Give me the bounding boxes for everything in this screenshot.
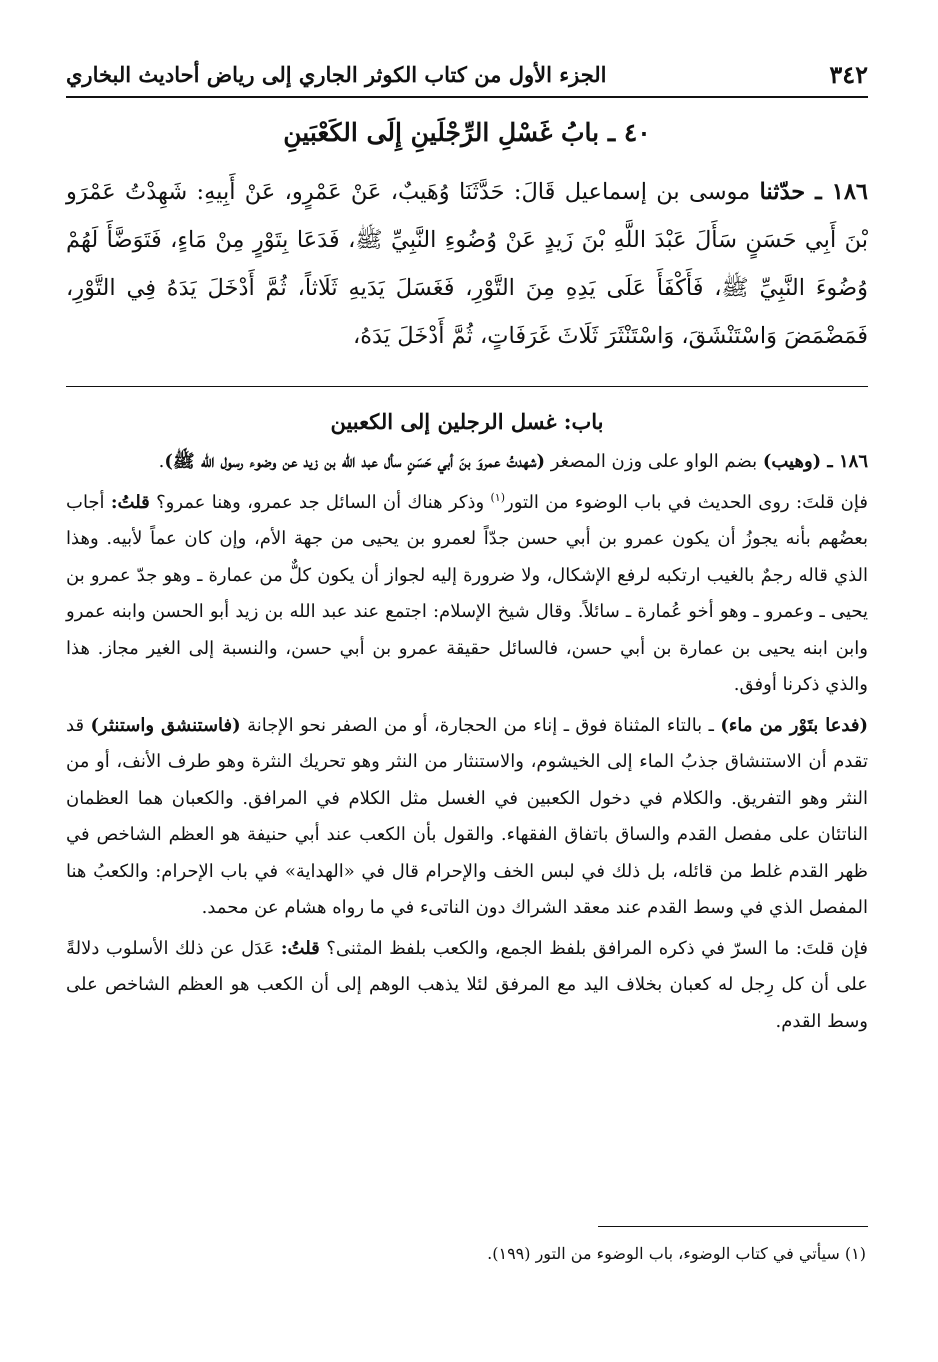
p4-part1: فإن قلتَ: ما السرّ في ذكره المرافق بلفظ الجمع، والكعب بلفظ المثنى؟ bbox=[326, 937, 869, 959]
running-title: الجزء الأول من كتاب الكوثر الجاري إلى رياض أحاديث البخاري bbox=[66, 61, 607, 87]
p2-answer-label: قلتُ: bbox=[110, 491, 150, 513]
p2-part2: وذكر هناك أن السائل جد عمرو، وهنا عمرو؟ bbox=[156, 491, 485, 513]
commentary-paragraph-4 bbox=[66, 931, 868, 1041]
commentary-paragraph-2 bbox=[66, 485, 868, 704]
footnote-mark: (١) bbox=[844, 1244, 866, 1263]
hadith-text bbox=[66, 168, 868, 360]
p2-part3: أجاب بعضُهم بأنه يجوزُ أن يكون عمرو بن أبي حسن جدّاً لعمرو بن يحيى من جهة الأم، وإن كان عماً لأبيه. وهذا الذي قاله رجمٌ بالغيب ارتكبه لرفع الإشكال، ولا ضرورة إليه لجواز أن يكون كلٌّ من عمارة ـ وهو جدّ عمرو بن يحيى ـ وعمرو ـ وهو أخو عُمارة ـ سائلاً. وقال شيخ الإسلام: اجتمع عند عبد الله بن زيد أبو الحسن وابنه عمرو وابن ابنه يحيى بن عمارة بن أبي حسن، فالسائل حقيقة عمرو بن أبي حسن، والنسبة إلى الغير مجاز. هذا والذي ذكرنا أوفق. bbox=[66, 491, 869, 695]
footnote-rule bbox=[598, 1226, 868, 1227]
p4-part2: عَدَل عن ذلك الأسلوب دلالةً على أن كل رِجل له كعبان بخلاف اليد مع المرفق لئلا يذهب الوهم إلى أن الكعب هو العظم الشاخص على وسط القدم. bbox=[66, 937, 868, 1032]
commentary-section bbox=[66, 402, 868, 1044]
footnote-text: سيأتي في كتاب الوضوء، باب الوضوء من التور (١٩٩). bbox=[487, 1244, 840, 1263]
p1-lead: ١٨٦ ـ (وهيب) bbox=[762, 451, 868, 472]
p3-lead-2: (فاستنشق واستنثر) bbox=[90, 714, 241, 736]
p1-end: . bbox=[158, 451, 165, 472]
chapter-heading: ٤٠ ـ بابُ غَسْلِ الرِّجْلَينِ إِلَى الكَعْبَينِ bbox=[283, 118, 651, 147]
page-number: ٣٤٢ bbox=[829, 59, 868, 89]
hadith-number: ١٨٦ ـ حدّثنا bbox=[759, 179, 868, 205]
commentary-heading: باب: غسل الرجلين إلى الكعبين bbox=[330, 409, 604, 434]
p3-part1: ـ بالتاء المثناة فوق ـ إناء من الحجارة، أو من الصفر نحو الإجانة bbox=[247, 714, 714, 736]
p3-lead-1: (فدعا بتَوْر من ماء) bbox=[720, 714, 868, 736]
running-header bbox=[66, 52, 868, 98]
footnote-marker[interactable]: (١) bbox=[490, 490, 506, 504]
p1-mid: بضم الواو على وزن المصغر bbox=[550, 451, 758, 472]
commentary-paragraph-3 bbox=[66, 708, 868, 927]
p2-part1: فإن قلتَ: روى الحديث في باب الوضوء من التور bbox=[505, 491, 868, 513]
hadith-block bbox=[66, 108, 868, 360]
commentary-paragraph-1 bbox=[66, 444, 868, 481]
p4-answer-label: قلتُ: bbox=[280, 937, 320, 959]
p1-quote: (شهدتُ عمروَ بنَ أبي حَسَنٍ سأل عبد الله بن زيد عن وضوء رسول الله ﷺ) bbox=[164, 451, 545, 472]
section-divider bbox=[66, 386, 868, 387]
p3-part2: قد تقدم أن الاستنشاق جذبُ الماء إلى الخيشوم، والاستنثار من النثر وهو تحريك النثرة وهو طرف الأنف، أو من النثر وهو التفريق. والكلام في دخول الكعبين في الغسل مثل الكلام في المرافق. والكعبان هما العظمان الناتئان على مفصل القدم والساق باتفاق الفقهاء. والقول بأن الكعب عند أبي حنيفة هو العظم الشاخص في ظهر القدم غلط من قائله، بل ذلك في لبس الخف والإحرام قال في «الهداية» في باب الإحرام: والكعبُ هنا المفصل الذي في وسط القدم عند معقد الشراك دون الناتىء في ما رواه هشام عن محمد. bbox=[66, 714, 868, 918]
footnote bbox=[66, 1240, 866, 1268]
hadith-body: موسى بن إسماعيل قَالَ: حَدَّثَنَا وُهَيبٌ، عَنْ عَمْرٍو، عَنْ أَبِيهِ: شَهِدْتُ عَمْرَو بْنَ أَبِي حَسَنٍ سَأَلَ عَبْدَ اللَّهِ بْنَ زَيدٍ عَنْ وُضُوءِ النَّبِيِّ ﷺ، فَدَعَا بِتَوْرٍ مِنْ مَاءٍ، فَتَوَضَّأَ لَهُمْ وُضُوءَ النَّبِيِّ ﷺ، فَأَكْفَأَ عَلَى يَدِهِ مِنَ التَّوْرِ، فَغَسَلَ يَدَيهِ ثَلَاثاً، ثُمَّ أَدْخَلَ يَدَهُ فِي التَّوْرِ، فَمَضْمَضَ وَاسْتَنْشَقَ، وَاسْتَنْثَرَ ثَلَاثَ غَرَفَاتٍ، ثُمَّ أَدْخَلَ يَدَهُ، bbox=[66, 179, 868, 349]
